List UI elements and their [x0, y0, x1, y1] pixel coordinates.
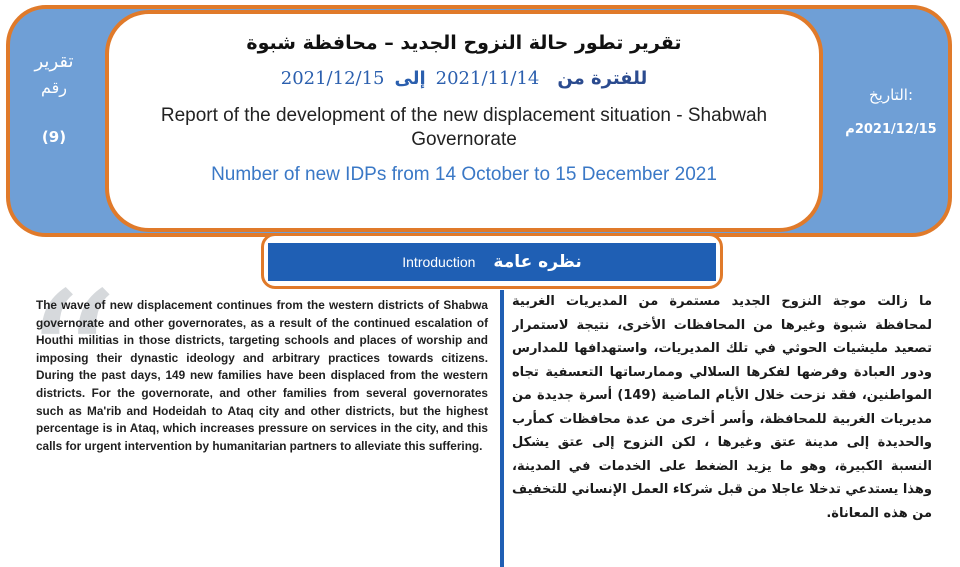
report-number: (9) — [41, 128, 67, 146]
report-word: تقرير — [34, 51, 74, 72]
period-label: للفترة من — [557, 68, 648, 89]
quote-mark-icon: “ — [22, 252, 120, 473]
introduction-label-en: Introduction — [402, 254, 476, 270]
date-value: 2021/12/15م — [845, 122, 937, 137]
header-title-card — [105, 10, 823, 232]
arabic-paragraph: ما زالت موجة النزوح الجديد مستمرة من المديريات الغربية لمحافظة شبوة وغيرها من المحافظات الأخرى، نتيجة لاستمرار تصعيد مليشيات الحوثي في تلك المديريات، واستهدافها للمدارس ودور العبادة وفرضها لفكرها السلالي وممارساتها التعسفية تجاه المواطنين، فقد نزحت خلال الأيام الماضية (149) أسرة جديدة من مديريات الغربية للمحافظة، وأسر أخرى من عدة محافظات كمأرب والحديدة إلى مدينة عتق وغيرها ، لكن النزوح إلى عتق يشكل النسبة الكبيرة، وهو ما يزيد الضغط على الخدمات في المدينة، وهذا يستدعي تدخلا عاجلا من قبل شركاء العمل الإنساني للتخفيف من هذه المعاناة. — [512, 294, 932, 521]
report-number-block — [12, 48, 96, 146]
english-subtitle: Number of new IDPs from 14 October to 15 December 2021 — [211, 164, 717, 185]
date-label: التاريخ: — [869, 86, 913, 104]
english-title: Report of the development of the new displacement situation - Shabwah Governorate — [160, 105, 768, 150]
introduction-label-ar: نظره عامة — [493, 252, 582, 272]
period-to-date: 2021/12/15 — [280, 68, 385, 89]
english-paragraph: The wave of new displacement continues from the western districts of Shabwa governorate and other governorates, as a result of the continued escalation of Houthi militias in those districts, targeting schools and places of worship and imposing their dynastic ideology and arbitrary practices towards citizens. During the past days, 149 new families have been displaced from the western districts. For the governorate, and other families from several governorates such as Ma'rib and Hodeidah to Ataq city and other districts, but the highest percentage is in Ataq, which increases pressure on services in the city, and this calls for urgent intervention by humanitarian partners to alleviate this suffering. — [36, 298, 488, 453]
period-to-word: إلى — [394, 68, 426, 89]
period-from-date: 2021/11/14 — [435, 68, 540, 89]
arabic-title: تقرير تطور حالة النزوح الجديد – محافظة شبوة — [246, 32, 682, 54]
number-word: رقم — [40, 78, 68, 97]
introduction-heading-bar — [268, 243, 716, 281]
period-line — [109, 68, 819, 89]
column-divider — [500, 290, 504, 567]
report-date-block — [835, 86, 947, 137]
